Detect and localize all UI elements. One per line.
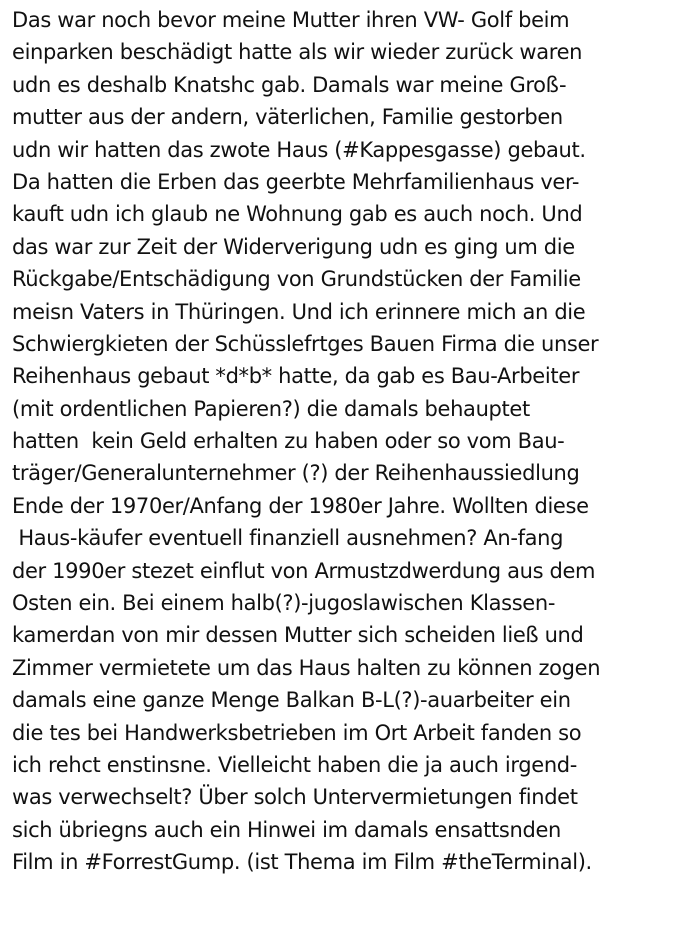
text-line: Haus-käufer eventuell finanziell ausnehmen? An-fang (12, 526, 564, 551)
text-line: udn es deshalb Knatshc gab. Damals war meine Groß- (12, 72, 567, 97)
text-line: (mit ordentlichen Papieren?) die damals behauptet (12, 396, 530, 421)
text-line: Osten ein. Bei einem halb(?)-jugoslawischen Klassen- (12, 591, 556, 616)
text-line: udn wir hatten das zwote Haus (#Kappesgasse) gebaut. (12, 137, 586, 162)
text-line: Film in #ForrestGump. (ist Thema im Film #theTerminal). (12, 850, 592, 875)
text-line: Zimmer vermietete um das Haus halten zu können zogen (12, 655, 601, 680)
text-line: das war zur Zeit der Widerverigung udn es ging um die (12, 234, 575, 259)
text-line: Das war noch bevor meine Mutter ihren VW- Golf beim (12, 8, 570, 32)
text-line: was verwechselt? Über solch Untervermietungen findet (12, 785, 578, 810)
text-line: träger/Generalunternehmer (?) der Reihenhaussiedlung (12, 461, 580, 486)
text-line: die tes bei Handwerksbetrieben im Ort Arbeit fanden so (12, 720, 582, 745)
text-line: Rückgabe/Entschädigung von Grundstücken der Familie (12, 267, 581, 292)
text-line: meisn Vaters in Thüringen. Und ich erinnere mich an die (12, 299, 586, 324)
text-line: kamerdan von mir dessen Mutter sich scheiden ließ und (12, 623, 584, 648)
text-line: sich übriegns auch ein Hinwei im damals ensattsnden (12, 817, 561, 842)
text-line: damals eine ganze Menge Balkan B-L(?)-auarbeiter ein (12, 688, 571, 713)
text-line: kauft udn ich glaub ne Wohnung gab es auch noch. Und (12, 202, 583, 227)
text-line: hatten kein Geld erhalten zu haben oder so vom Bau- (12, 429, 565, 454)
text-line: ich rehct enstinsne. Vielleicht haben die ja auch irgend- (12, 752, 578, 777)
text-line: mutter aus der andern, väterlichen, Familie gestorben (12, 105, 563, 130)
text-line: Da hatten die Erben das geerbte Mehrfamilienhaus ver- (12, 169, 580, 194)
text-line: Schwiergkieten der Schüsslefrtges Bauen Firma die unser (12, 331, 599, 356)
body-text (12, 4, 682, 879)
text-line: einparken beschädigt hatte als wir wieder zurück waren (12, 40, 583, 65)
text-line: Reihenhaus gebaut *d*b* hatte, da gab es Bau-Arbeiter (12, 364, 580, 389)
text-line: der 1990er stezet einflut von Armustzdwerdung aus dem (12, 558, 596, 583)
text-line: Ende der 1970er/Anfang der 1980er Jahre. Wollten diese (12, 493, 589, 518)
